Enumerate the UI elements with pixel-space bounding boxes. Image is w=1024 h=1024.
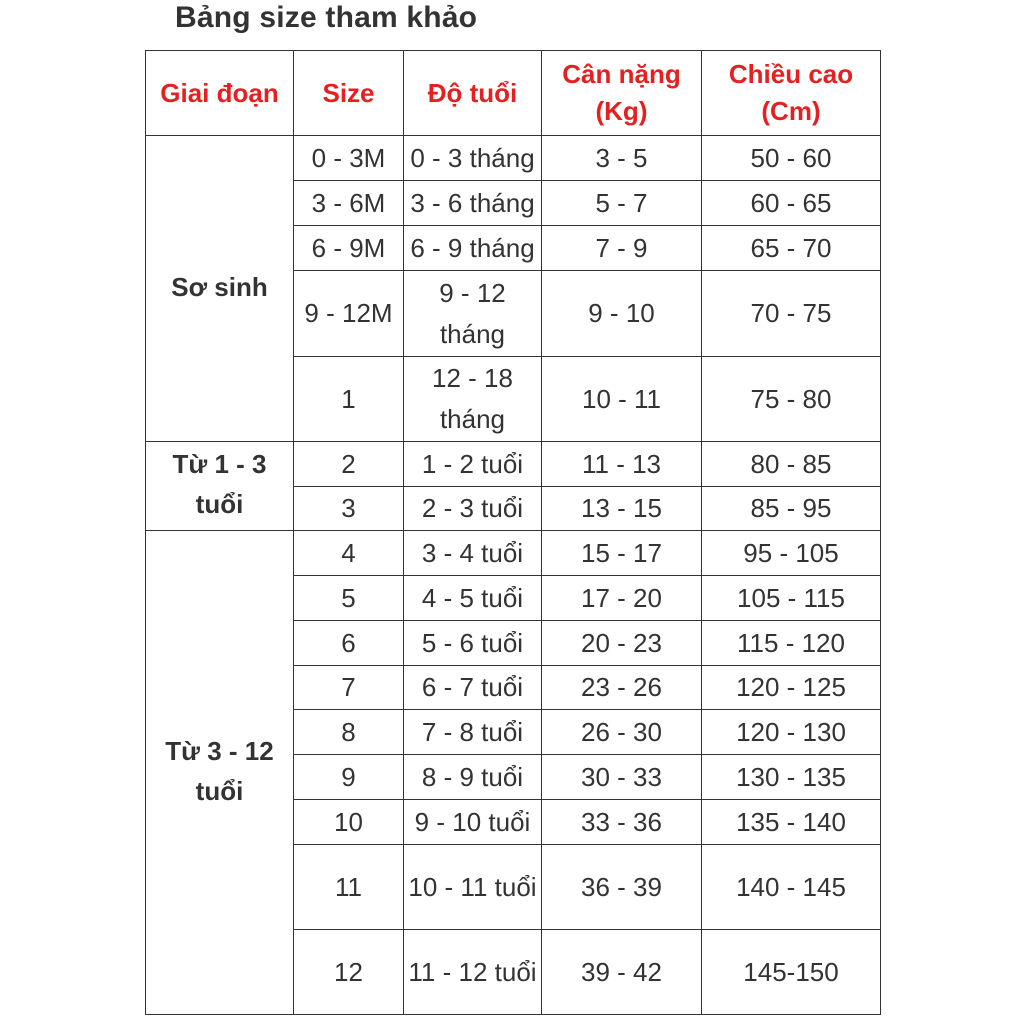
cell-age: 3 - 4 tuổi bbox=[404, 531, 542, 576]
cell-size: 1 bbox=[294, 357, 404, 442]
cell-weight: 30 - 33 bbox=[542, 755, 702, 800]
cell-size: 6 bbox=[294, 621, 404, 666]
cell-age: 6 - 7 tuổi bbox=[404, 666, 542, 710]
cell-weight: 7 - 9 bbox=[542, 226, 702, 271]
stage-toddler: Từ 1 - 3 tuổi bbox=[146, 442, 294, 531]
cell-weight: 3 - 5 bbox=[542, 136, 702, 181]
cell-height: 95 - 105 bbox=[702, 531, 881, 576]
cell-age: 9 - 12 tháng bbox=[404, 271, 542, 357]
cell-age: 5 - 6 tuổi bbox=[404, 621, 542, 666]
size-chart-table bbox=[145, 50, 881, 1015]
cell-size: 8 bbox=[294, 710, 404, 755]
table-row bbox=[146, 531, 881, 576]
cell-weight: 17 - 20 bbox=[542, 576, 702, 621]
cell-weight: 5 - 7 bbox=[542, 181, 702, 226]
cell-age: 6 - 9 tháng bbox=[404, 226, 542, 271]
cell-size: 3 - 6M bbox=[294, 181, 404, 226]
page-title: Bảng size tham khảo bbox=[175, 1, 478, 34]
cell-age: 9 - 10 tuổi bbox=[404, 800, 542, 845]
cell-size: 6 - 9M bbox=[294, 226, 404, 271]
cell-height: 60 - 65 bbox=[702, 181, 881, 226]
cell-size: 9 - 12M bbox=[294, 271, 404, 357]
cell-age: 11 - 12 tuổi bbox=[404, 930, 542, 1015]
header-age: Độ tuổi bbox=[404, 51, 542, 136]
cell-age: 0 - 3 tháng bbox=[404, 136, 542, 181]
cell-age: 7 - 8 tuổi bbox=[404, 710, 542, 755]
cell-age: 10 - 11 tuổi bbox=[404, 845, 542, 930]
cell-weight: 20 - 23 bbox=[542, 621, 702, 666]
cell-size: 4 bbox=[294, 531, 404, 576]
cell-weight: 39 - 42 bbox=[542, 930, 702, 1015]
cell-height: 75 - 80 bbox=[702, 357, 881, 442]
cell-weight: 26 - 30 bbox=[542, 710, 702, 755]
cell-size: 10 bbox=[294, 800, 404, 845]
table-row bbox=[146, 442, 881, 487]
cell-size: 12 bbox=[294, 930, 404, 1015]
cell-height: 140 - 145 bbox=[702, 845, 881, 930]
cell-weight: 11 - 13 bbox=[542, 442, 702, 487]
stage-child: Từ 3 - 12 tuổi bbox=[146, 531, 294, 1015]
cell-height: 120 - 130 bbox=[702, 710, 881, 755]
cell-weight: 23 - 26 bbox=[542, 666, 702, 710]
header-stage: Giai đoạn bbox=[146, 51, 294, 136]
cell-size: 0 - 3M bbox=[294, 136, 404, 181]
cell-size: 7 bbox=[294, 666, 404, 710]
cell-height: 130 - 135 bbox=[702, 755, 881, 800]
cell-size: 2 bbox=[294, 442, 404, 487]
cell-height: 65 - 70 bbox=[702, 226, 881, 271]
stage-newborn: Sơ sinh bbox=[146, 136, 294, 442]
header-size: Size bbox=[294, 51, 404, 136]
cell-size: 11 bbox=[294, 845, 404, 930]
header-weight: Cân nặng (Kg) bbox=[542, 51, 702, 136]
cell-height: 80 - 85 bbox=[702, 442, 881, 487]
cell-height: 85 - 95 bbox=[702, 487, 881, 531]
cell-weight: 9 - 10 bbox=[542, 271, 702, 357]
cell-size: 5 bbox=[294, 576, 404, 621]
cell-weight: 15 - 17 bbox=[542, 531, 702, 576]
cell-height: 50 - 60 bbox=[702, 136, 881, 181]
cell-height: 115 - 120 bbox=[702, 621, 881, 666]
cell-age: 1 - 2 tuổi bbox=[404, 442, 542, 487]
cell-weight: 33 - 36 bbox=[542, 800, 702, 845]
cell-weight: 13 - 15 bbox=[542, 487, 702, 531]
cell-age: 12 - 18 tháng bbox=[404, 357, 542, 442]
cell-size: 9 bbox=[294, 755, 404, 800]
cell-weight: 36 - 39 bbox=[542, 845, 702, 930]
table-row bbox=[146, 136, 881, 181]
header-height: Chiều cao (Cm) bbox=[702, 51, 881, 136]
cell-height: 105 - 115 bbox=[702, 576, 881, 621]
table-header-row bbox=[146, 51, 881, 136]
cell-age: 2 - 3 tuổi bbox=[404, 487, 542, 531]
cell-age: 3 - 6 tháng bbox=[404, 181, 542, 226]
cell-height: 120 - 125 bbox=[702, 666, 881, 710]
cell-height: 135 - 140 bbox=[702, 800, 881, 845]
cell-age: 8 - 9 tuổi bbox=[404, 755, 542, 800]
cell-age: 4 - 5 tuổi bbox=[404, 576, 542, 621]
cell-height: 145-150 bbox=[702, 930, 881, 1015]
cell-weight: 10 - 11 bbox=[542, 357, 702, 442]
cell-height: 70 - 75 bbox=[702, 271, 881, 357]
cell-size: 3 bbox=[294, 487, 404, 531]
